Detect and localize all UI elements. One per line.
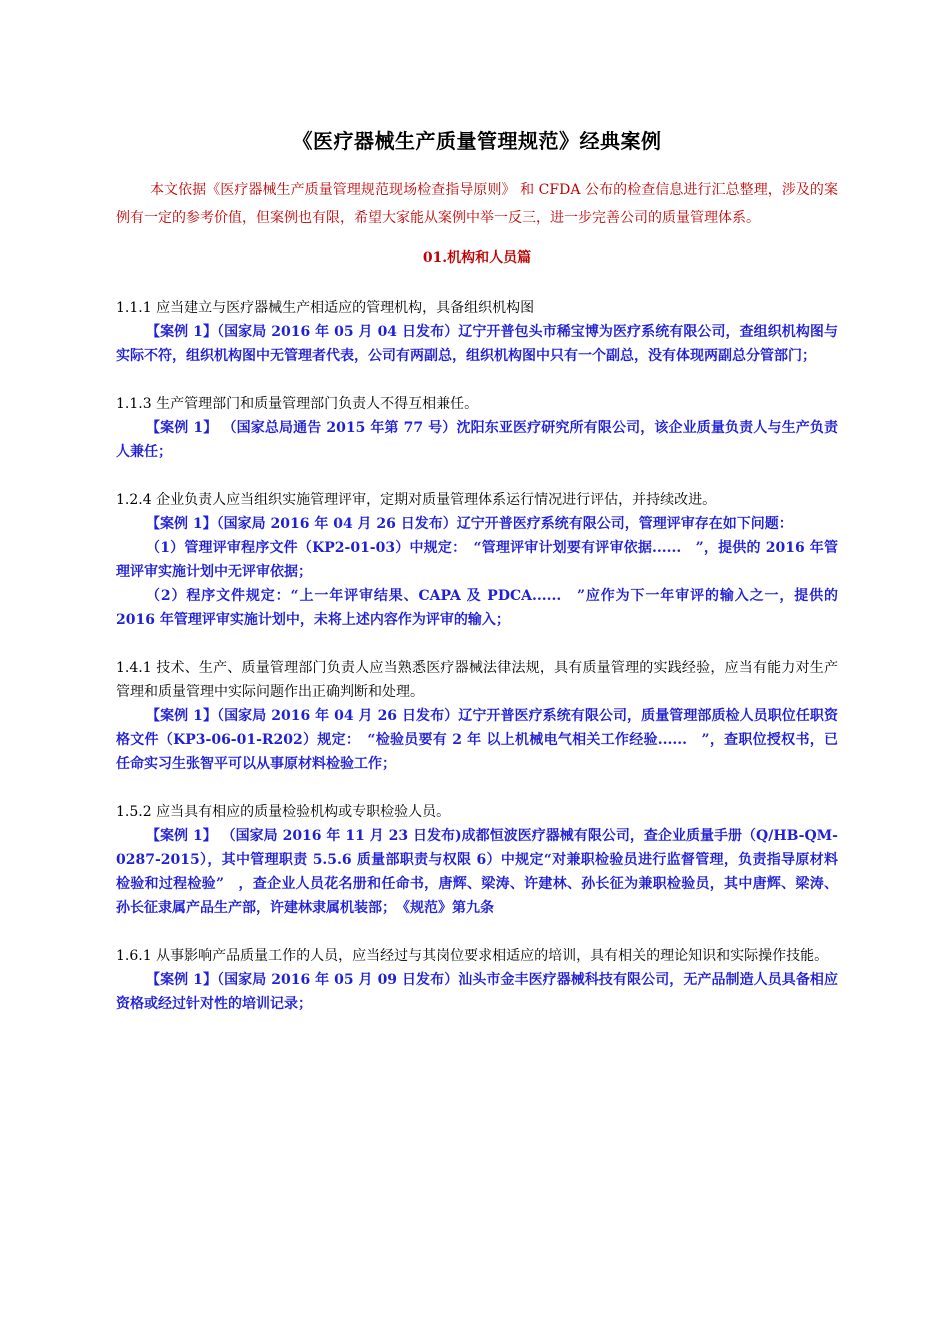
clause-1-2-4: [116, 488, 838, 632]
case-item: （1）管理评审程序文件（KP2-01-03）中规定： “管理评审计划要有评审依据...... ”，提供的 2016 年管理评审实施计划中无评审依据；: [116, 540, 838, 580]
intro-paragraph: 本文依据《医疗器械生产质量管理规范现场检查指导原则》 和 CFDA 公布的检查信息进行汇总整理，涉及的案例有一定的参考价值，但案例也有限，希望大家能从案例中举一反三，进一步完善公司的质量管理体系。: [116, 182, 838, 226]
clause-1-5-2: [116, 800, 838, 920]
case-text: 【案例 1】（国家局 2016 年 05 月 09 日发布）汕头市金丰医疗器械科技有限公司，无产品制造人员具备相应资格或经过针对性的培训记录；: [116, 972, 838, 1012]
requirement-text: 1.4.1 技术、生产、质量管理部门负责人应当熟悉医疗器械法律法规，具有质量管理的实践经验，应当有能力对生产管理和质量管理中实际问题作出正确判断和处理。: [116, 660, 838, 700]
case-text: 【案例 1】（国家局 2016 年 04 月 26 日发布）辽宁开普医疗系统有限公司，管理评审存在如下问题：: [146, 516, 793, 532]
requirement-text: 1.1.1 应当建立与医疗器械生产相适应的管理机构，具备组织机构图: [116, 300, 535, 316]
document-title: 《医疗器械生产质量管理规范》经典案例: [292, 129, 662, 153]
requirement-text: 1.5.2 应当具有相应的质量检验机构或专职检验人员。: [116, 804, 451, 820]
requirement-text: 1.6.1 从事影响产品质量工作的人员，应当经过与其岗位要求相适应的培训，具有相关的理论知识和实际操作技能。: [116, 948, 829, 964]
case-text: 【案例 1】（国家局 2016 年 04 月 26 日发布）辽宁开普医疗系统有限公司，质量管理部质检人员职位任职资格文件（KP3-06-01-R202）规定： “检验员要有 2 年 以上机械电气相关工作经验...... ”，查职位授权书，已任命实习生张智平可以从事原材料检验工作；: [116, 708, 838, 772]
case-text: 【案例 1】（国家局 2016 年 05 月 04 日发布）辽宁开普包头市稀宝博为医疗系统有限公司，查组织机构图与实际不符，组织机构图中无管理者代表，公司有两副总，组织机构图中只有一个副总，没有体现两副总分管部门；: [116, 324, 838, 364]
clause-1-6-1: [116, 944, 838, 1016]
section-title: 01.机构和人员篇: [422, 250, 532, 266]
case-text: 【案例 1】 （国家局 2016 年 11 月 23 日发布)成都恒波医疗器械有限公司，查企业质量手册（Q/HB-QM-0287-2015），其中管理职责 5.5.6 质量部职责与权限 6）中规定“对兼职检验员进行监督管理，负责指导原材料检验和过程检验” ，查企业人员花名册和任命书，唐辉、梁涛、许建林、孙长征为兼职检验员，其中唐辉、梁涛、孙长征隶属产品生产部，许建林隶属机装部； 《规范》第九条: [116, 828, 838, 916]
case-text: 【案例 1】 （国家总局通告 2015 年第 77 号）沈阳东亚医疗研究所有限公司，该企业质量负责人与生产负责人兼任；: [116, 420, 838, 460]
case-item: （2）程序文件规定：“上一年评审结果、CAPA 及 PDCA...... ”应作为下一年审评的输入之一，提供的 2016 年管理评审实施计划中，未将上述内容作为评审的输入；: [116, 588, 838, 628]
requirement-text: 1.2.4 企业负责人应当组织实施管理评审，定期对质量管理体系运行情况进行评估，并持续改进。: [116, 492, 717, 508]
clause-1-4-1: [116, 656, 838, 776]
clause-1-1-3: [116, 392, 838, 464]
clause-1-1-1: [116, 296, 838, 368]
requirement-text: 1.1.3 生产管理部门和质量管理部门负责人不得互相兼任。: [116, 396, 479, 412]
document-page: [116, 126, 838, 1040]
